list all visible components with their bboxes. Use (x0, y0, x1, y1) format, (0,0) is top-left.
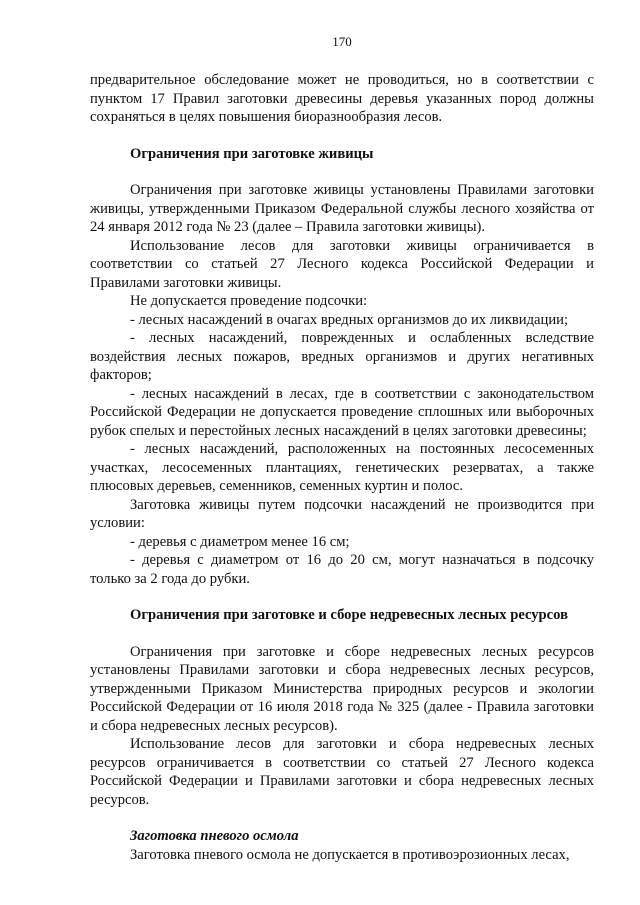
paragraph-continuation: предварительное обследование может не проводиться, но в соответствии с пунктом 17 Правил заготовки древесины деревья указанных пород должны сохраняться в целях повышения биоразнообразия лесов. (90, 72, 594, 125)
list-item: - лесных насаждений, поврежденных и ослабленных вследствие воздействия лесных пожаров, вредных организмов и других негативных факторов; (90, 330, 594, 383)
paragraph-non-timber-rules: Ограничения при заготовке и сборе недревесных лесных ресурсов установлены Правилами заготовки и сбора недревесных лесных ресурсов, утвержденными Приказом Министерства природных ресурсов и экологии Российской Федерации от 16 июля 2018 года № 325 (далее - Правила заготовки и сбора недревесных лесных ресурсов). (90, 643, 594, 734)
paragraph-resin-usage: Использование лесов для заготовки живицы ограничивается в соответствии со статьей 27 Лесного кодекса Российской Федерации и Правилами заготовки живицы. (90, 237, 594, 291)
paragraph-stump-resin: Заготовка пневого осмола не допускается в противоэрозионных лесах, (130, 846, 570, 863)
document-page (90, 34, 594, 864)
paragraph-non-timber-usage: Использование лесов для заготовки и сбора недревесных лесных ресурсов ограничивается в соответствии со статьей 27 Лесного кодекса Российской Федерации и Правилами заготовки и сбора недревесных лесных ресурсов. (90, 736, 594, 808)
subsection-heading-stump-resin: Заготовка пневого осмола (130, 828, 299, 844)
section-heading-non-timber: Ограничения при заготовке и сборе недревесных лесных ресурсов (130, 607, 568, 623)
list-item: - деревья с диаметром от 16 до 20 см, могут назначаться в подсочку только за 2 года до рубки. (90, 552, 594, 587)
list-item: - лесных насаждений в очагах вредных организмов до их ликвидации; (130, 311, 568, 328)
list-item: - лесных насаждений в лесах, где в соответствии с законодательством Российской Федерации не допускается проведение сплошных или выборочных рубок спелых и перестойных лесных насаждений в целях заготовки древесины; (90, 385, 594, 439)
list-item: - лесных насаждений, расположенных на постоянных лесосеменных участках, лесосеменных плантациях, генетических резерватах, а также плюсовых деревьев, семенников, семенных куртин и полос. (90, 441, 594, 494)
paragraph-resin-rules: Ограничения при заготовке живицы установлены Правилами заготовки живицы, утвержденными Приказом Федеральной службы лесного хозяйства от 24 января 2012 года № 23 (далее – Правила заготовки живицы). (90, 182, 594, 235)
list-item: - деревья с диаметром менее 16 см; (130, 533, 350, 550)
paragraph-tapping-not-allowed: Не допускается проведение подсочки: (130, 293, 368, 309)
page-number: 170 (332, 34, 352, 49)
paragraph-tapping-conditions: Заготовка живицы путем подсочки насаждений не производится при условии: (90, 496, 594, 531)
section-heading-resin: Ограничения при заготовке живицы (130, 145, 374, 162)
